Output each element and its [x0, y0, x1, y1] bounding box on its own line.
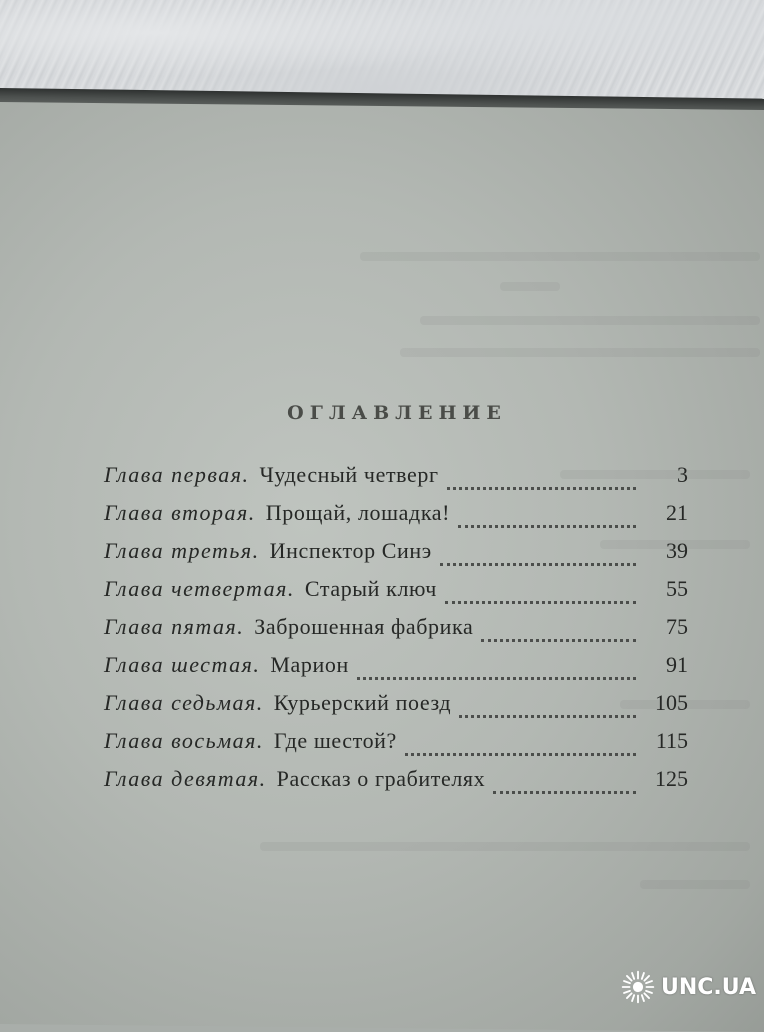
- chapter-title: Прощай, лошадка!: [265, 500, 451, 525]
- page-number: 55: [666, 576, 688, 601]
- toc-entry: [104, 614, 688, 652]
- chapter-label: Глава первая.: [104, 462, 250, 487]
- dot-leader: [458, 525, 636, 528]
- chapter-label: Глава четвертая.: [104, 576, 295, 601]
- toc-entry: [104, 766, 688, 804]
- chapter-label: Глава вторая.: [104, 500, 256, 525]
- dot-leader: [440, 563, 636, 566]
- page-number: 91: [666, 652, 688, 677]
- dot-leader: [447, 487, 636, 490]
- table-of-contents: [104, 462, 688, 804]
- table-of-contents-heading: ОГЛАВЛЕНИЕ: [287, 402, 507, 424]
- dot-leader: [405, 753, 636, 756]
- chapter-label: Глава седьмая.: [104, 690, 264, 715]
- toc-entry: [104, 690, 688, 728]
- chapter-label: Глава восьмая.: [104, 728, 264, 753]
- watermark-text: UNC.UA: [661, 974, 756, 1000]
- chapter-title: Рассказ о грабителях: [276, 766, 486, 791]
- toc-entry: [104, 728, 688, 766]
- chapter-label: Глава третья.: [104, 538, 260, 563]
- chapter-label: Глава пятая.: [104, 614, 245, 639]
- watermark: [621, 970, 756, 1004]
- chapter-title: Курьерский поезд: [273, 690, 452, 715]
- dot-leader: [357, 677, 636, 680]
- chapter-label: Глава девятая.: [104, 766, 267, 791]
- page-number: 75: [666, 614, 688, 639]
- dot-leader: [493, 791, 636, 794]
- chapter-title: Марион: [270, 652, 349, 677]
- toc-entry: [104, 462, 688, 500]
- chapter-title: Чудесный четверг: [259, 462, 439, 487]
- sun-burst-icon: [621, 970, 655, 1004]
- chapter-title: Где шестой?: [273, 728, 397, 753]
- toc-entry: [104, 500, 688, 538]
- chapter-label: Глава шестая.: [104, 652, 261, 677]
- dot-leader: [459, 715, 636, 718]
- toc-entry: [104, 652, 688, 690]
- page-number: 3: [677, 462, 688, 487]
- toc-entry: [104, 576, 688, 614]
- dot-leader: [481, 639, 636, 642]
- page-number: 39: [666, 538, 688, 563]
- chapter-title: Старый ключ: [304, 576, 437, 601]
- chapter-title: Инспектор Синэ: [269, 538, 432, 563]
- dot-leader: [445, 601, 636, 604]
- chapter-title: Заброшенная фабрика: [254, 614, 474, 639]
- page-number: 21: [666, 500, 688, 525]
- page-number: 105: [655, 690, 688, 715]
- toc-entry: [104, 538, 688, 576]
- page-number: 115: [655, 728, 688, 753]
- page-number: 125: [655, 766, 688, 791]
